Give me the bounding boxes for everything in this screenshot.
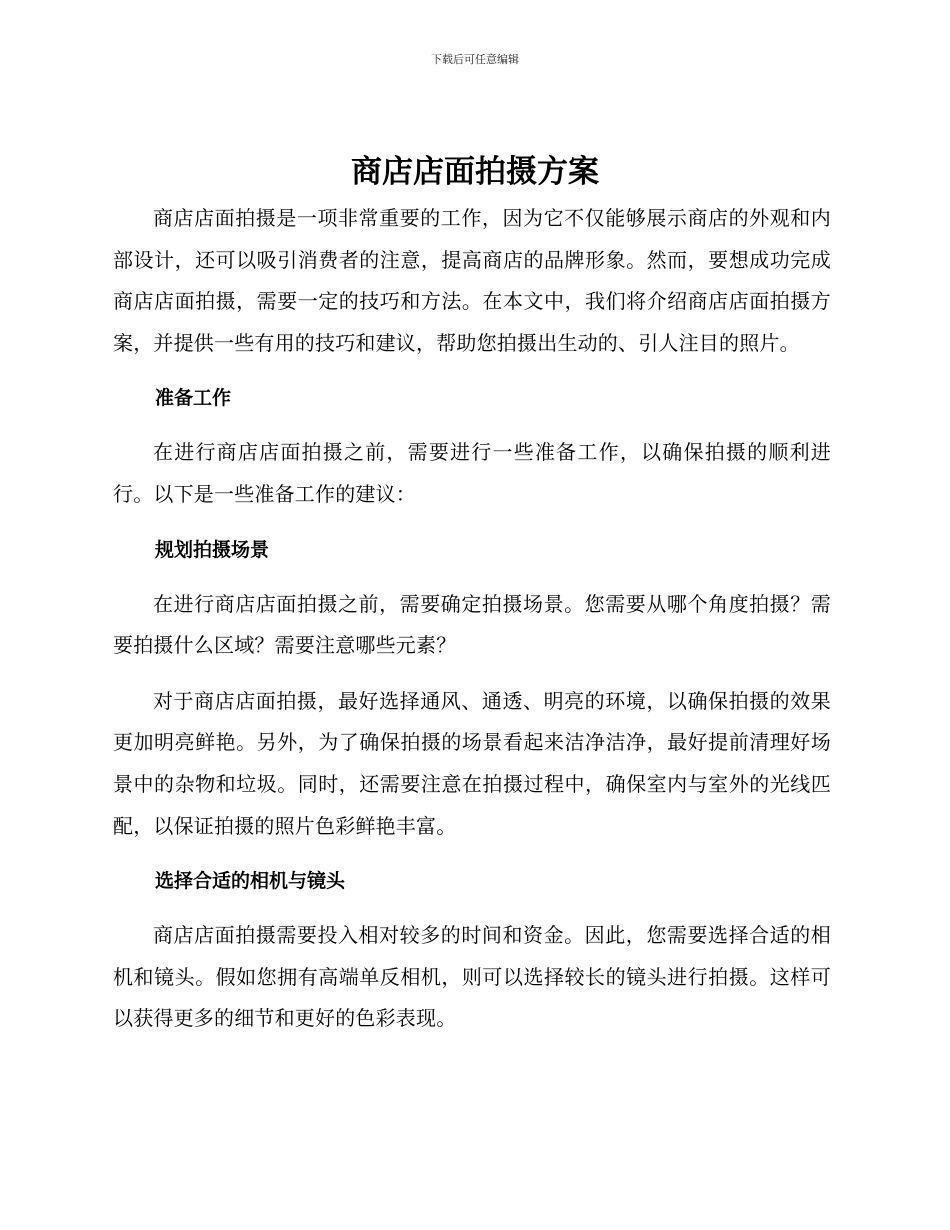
section-heading-plan-scene: 规划拍摄场景 (155, 538, 270, 561)
section-paragraph: 商店店面拍摄需要投入相对较多的时间和资金。因此，您需要选择合适的相机和镜头。假如您拥有高端单反相机，则可以选择较长的镜头进行拍摄。这样可以获得更多的细节和更好的色彩表现。 (113, 923, 831, 1031)
section-heading-preparation: 准备工作 (155, 387, 232, 410)
section-heading-camera-lens: 选择合适的相机与镜头 (155, 870, 346, 893)
intro-paragraph: 商店店面拍摄是一项非常重要的工作，因为它不仅能够展示商店的外观和内部设计，还可以吸引消费者的注意，提高商店的品牌形象。然而，要想成功完成商店店面拍摄，需要一定的技巧和方法。在本文中，我们将介绍商店店面拍摄方案，并提供一些有用的技巧和建议，帮助您拍摄出生动的、引人注目的照片。 (113, 206, 831, 355)
document-body (113, 198, 831, 1040)
header-note: 下载后可任意编辑 (431, 53, 519, 66)
section-paragraph: 对于商店店面拍摄，最好选择通风、通透、明亮的环境，以确保拍摄的效果更加明亮鲜艳。另外，为了确保拍摄的场景看起来洁净洁净，最好提前清理好场景中的杂物和垃圾。同时，还需要注意在拍摄过程中，确保室内与室外的光线匹配，以保证拍摄的照片色彩鲜艳丰富。 (113, 688, 831, 838)
section-paragraph: 在进行商店店面拍摄之前，需要确定拍摄场景。您需要从哪个角度拍摄？需要拍摄什么区域？需要注意哪些元素？ (113, 591, 831, 658)
section-paragraph: 在进行商店店面拍摄之前，需要进行一些准备工作，以确保拍摄的顺利进行。以下是一些准备工作的建议： (113, 440, 831, 506)
page-title: 商店店面拍摄方案 (351, 154, 599, 190)
